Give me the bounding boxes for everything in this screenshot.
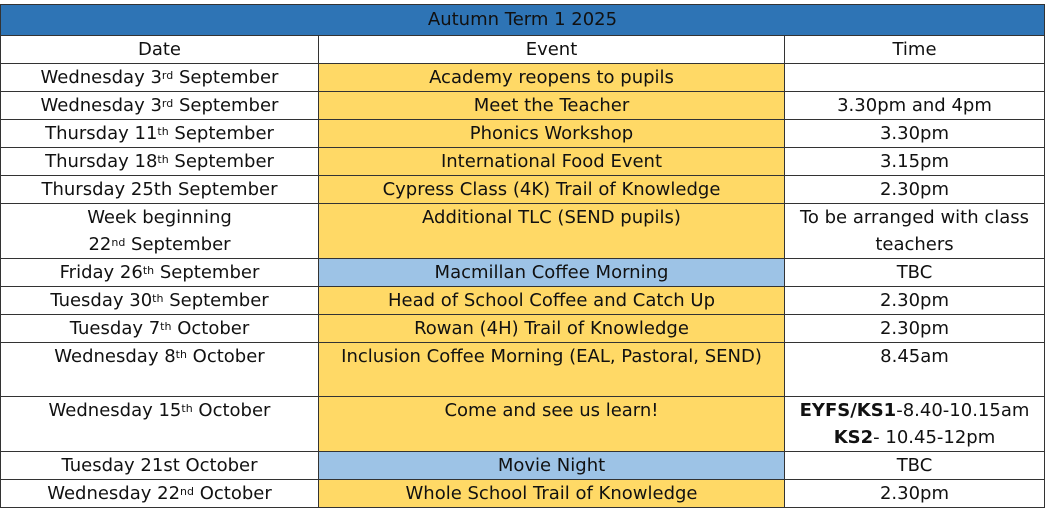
table-row — [1, 64, 1045, 92]
time-cell: TBC — [785, 452, 1045, 480]
date-cell: Wednesday 15th October — [1, 397, 319, 452]
time-cell: To be arranged with class teachers — [785, 204, 1045, 259]
event-cell: Academy reopens to pupils — [319, 64, 785, 92]
table-row — [1, 287, 1045, 315]
time-cell: 3.30pm — [785, 120, 1045, 148]
time-cell — [785, 64, 1045, 92]
table-row — [1, 204, 1045, 259]
date-cell: Wednesday 22nd October — [1, 480, 319, 508]
table-row — [1, 148, 1045, 176]
event-cell: Inclusion Coffee Morning (EAL, Pastoral, SEND) — [319, 343, 785, 397]
event-cell: Cypress Class (4K) Trail of Knowledge — [319, 176, 785, 204]
time-cell: 8.45am — [785, 343, 1045, 397]
term-calendar-table — [0, 4, 1045, 508]
table-row — [1, 120, 1045, 148]
date-cell: Tuesday 21st October — [1, 452, 319, 480]
date-cell: Thursday 11th September — [1, 120, 319, 148]
event-cell: Meet the Teacher — [319, 92, 785, 120]
time-cell: 2.30pm — [785, 176, 1045, 204]
header-row — [1, 36, 1045, 64]
table-row — [1, 452, 1045, 480]
date-cell: Thursday 18th September — [1, 148, 319, 176]
table-row — [1, 343, 1045, 397]
event-cell: Macmillan Coffee Morning — [319, 259, 785, 287]
date-cell: Wednesday 8th October — [1, 343, 319, 397]
date-cell: Wednesday 3rd September — [1, 64, 319, 92]
event-cell: Come and see us learn! — [319, 397, 785, 452]
date-cell: Friday 26th September — [1, 259, 319, 287]
event-cell: International Food Event — [319, 148, 785, 176]
time-column-header: Time — [785, 36, 1045, 64]
time-cell: TBC — [785, 259, 1045, 287]
table-row — [1, 315, 1045, 343]
time-cell: EYFS/KS1-8.40-10.15am KS2- 10.45-12pm — [785, 397, 1045, 452]
time-cell: 2.30pm — [785, 287, 1045, 315]
event-cell: Phonics Workshop — [319, 120, 785, 148]
date-column-header: Date — [1, 36, 319, 64]
event-cell: Head of School Coffee and Catch Up — [319, 287, 785, 315]
event-cell: Rowan (4H) Trail of Knowledge — [319, 315, 785, 343]
table-row — [1, 480, 1045, 508]
time-cell: 3.30pm and 4pm — [785, 92, 1045, 120]
table-row — [1, 176, 1045, 204]
time-cell: 2.30pm — [785, 480, 1045, 508]
term-title: Autumn Term 1 2025 — [1, 5, 1045, 36]
time-cell: 3.15pm — [785, 148, 1045, 176]
date-cell: Week beginning 22nd September — [1, 204, 319, 259]
table-row — [1, 92, 1045, 120]
table-row — [1, 397, 1045, 452]
date-cell: Thursday 25th September — [1, 176, 319, 204]
date-cell: Wednesday 3rd September — [1, 92, 319, 120]
time-cell: 2.30pm — [785, 315, 1045, 343]
event-cell: Additional TLC (SEND pupils) — [319, 204, 785, 259]
event-cell: Movie Night — [319, 452, 785, 480]
event-column-header: Event — [319, 36, 785, 64]
title-row — [1, 5, 1045, 36]
table-row — [1, 259, 1045, 287]
date-cell: Tuesday 7th October — [1, 315, 319, 343]
date-cell: Tuesday 30th September — [1, 287, 319, 315]
event-cell: Whole School Trail of Knowledge — [319, 480, 785, 508]
